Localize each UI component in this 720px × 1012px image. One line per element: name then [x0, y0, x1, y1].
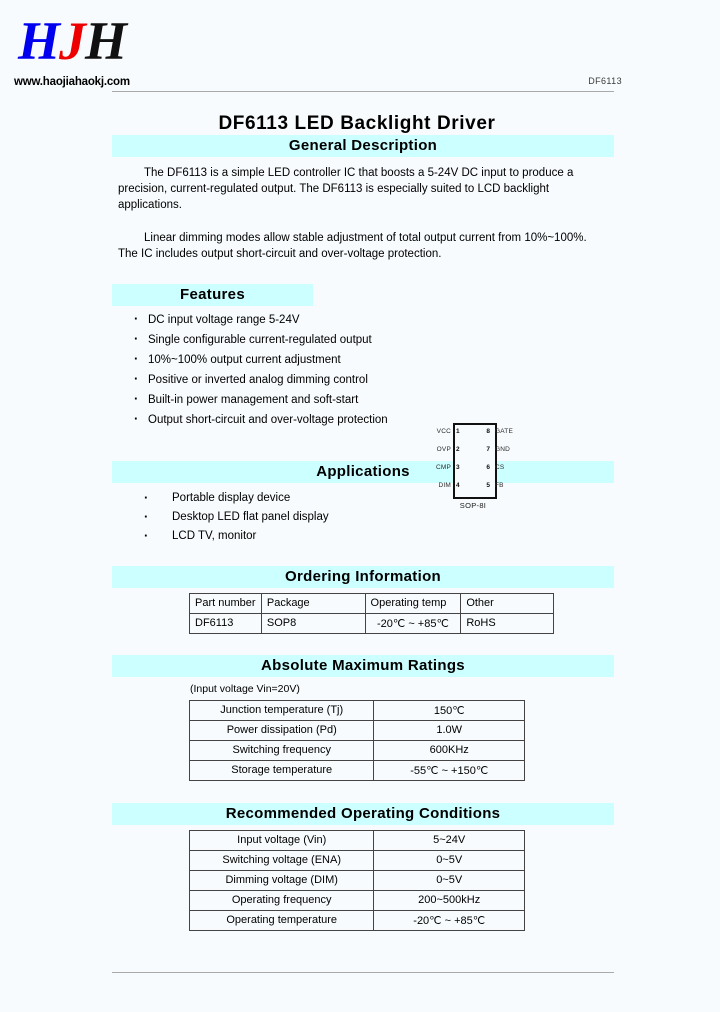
- logo-letter-j: J: [59, 11, 86, 71]
- package-pin-row: [415, 423, 535, 441]
- cell-value: 150℃: [374, 701, 525, 721]
- cell-operating-temp: -20℃ ~ +85℃: [365, 614, 461, 634]
- list-item: · 10%~100% output current adjustment: [118, 350, 720, 370]
- list-item: · Portable display device: [130, 489, 720, 508]
- list-item: · Output short-circuit and over-voltage protection: [118, 410, 720, 430]
- header-divider: [112, 91, 614, 92]
- cell-parameter: Dimming voltage (DIM): [190, 871, 374, 891]
- pin-label-cmp: CMP: [435, 464, 451, 471]
- section-heading-general-description: General Description: [112, 135, 614, 157]
- section-heading-absolute-maximum-ratings: Absolute Maximum Ratings: [112, 655, 614, 677]
- section-heading-ordering-information: Ordering Information: [112, 566, 614, 588]
- table-row: [190, 891, 525, 911]
- cell-value: 200~500kHz: [374, 891, 525, 911]
- table-row: [190, 701, 525, 721]
- cell-parameter: Switching frequency: [190, 741, 374, 761]
- pin-number-6: 6: [486, 464, 490, 471]
- cell-value: 1.0W: [374, 721, 525, 741]
- cell-value: 0~5V: [374, 871, 525, 891]
- list-item: · Positive or inverted analog dimming control: [118, 370, 720, 390]
- pin-number-1: 1: [456, 428, 460, 435]
- cell-parameter: Input voltage (Vin): [190, 831, 374, 851]
- general-description-paragraph-1: The DF6113 is a simple LED controller IC that boosts a 5-24V DC input to produce a precision, current-regulated output. The DF6113 is especially suited to LCD backlight applications.: [118, 167, 574, 211]
- features-list: [118, 310, 720, 430]
- pin-number-5: 5: [486, 482, 490, 489]
- package-pin-row: [415, 459, 535, 477]
- company-website-url[interactable]: www.haojiahaokj.com: [14, 76, 130, 88]
- table-row: [190, 741, 525, 761]
- cell-parameter: Operating frequency: [190, 891, 374, 911]
- pin-label-gate: GATE: [495, 428, 514, 435]
- package-pin-row: [415, 441, 535, 459]
- cell-parameter: Power dissipation (Pd): [190, 721, 374, 741]
- datasheet-content: [0, 113, 720, 931]
- pin-number-3: 3: [456, 464, 460, 471]
- applications-list: [130, 489, 720, 546]
- cell-other: RoHS: [461, 614, 554, 634]
- table-row: [190, 871, 525, 891]
- cell-package: SOP8: [261, 614, 365, 634]
- pin-label-dim: DIM: [438, 482, 451, 489]
- logo-letter-h1: H: [18, 11, 60, 71]
- list-item: · Desktop LED flat panel display: [130, 508, 720, 527]
- section-heading-features: Features: [112, 284, 313, 306]
- general-description-paragraph-2: Linear dimming modes allow stable adjustment of total output current from 10%~100%. The IC includes output short-circuit and over-voltage protection.: [118, 232, 587, 260]
- cell-value: 600KHz: [374, 741, 525, 761]
- list-item: · Built-in power management and soft-start: [118, 390, 720, 410]
- column-header-operating-temp: Operating temp: [365, 594, 461, 614]
- pin-number-8: 8: [486, 428, 490, 435]
- ordering-information-table: [189, 593, 554, 634]
- pin-label-cs: CS: [495, 464, 505, 471]
- list-item: · DC input voltage range 5-24V: [118, 310, 720, 330]
- cell-parameter: Junction temperature (Tj): [190, 701, 374, 721]
- pin-label-fb: FB: [495, 482, 504, 489]
- absolute-maximum-ratings-note: (Input voltage Vin=20V): [190, 683, 300, 695]
- recommended-operating-conditions-table: [189, 830, 525, 931]
- pin-label-ovp: OVP: [436, 446, 451, 453]
- list-item: · LCD TV, monitor: [130, 527, 720, 546]
- section-heading-applications: Applications: [112, 461, 614, 483]
- ordering-information-table-wrap: [0, 593, 720, 634]
- logo-letter-h2: H: [85, 11, 127, 71]
- list-item: · Single configurable current-regulated output: [118, 330, 720, 350]
- column-header-package: Package: [261, 594, 365, 614]
- pin-label-gnd: GND: [495, 446, 511, 453]
- table-row: [190, 721, 525, 741]
- cell-parameter: Switching voltage (ENA): [190, 851, 374, 871]
- pin-number-4: 4: [456, 482, 460, 489]
- cell-value: -55℃ ~ +150℃: [374, 761, 525, 781]
- package-caption: SOP-8I: [459, 501, 487, 510]
- table-header-row: [190, 594, 554, 614]
- pin-number-7: 7: [486, 446, 490, 453]
- cell-parameter: Storage temperature: [190, 761, 374, 781]
- cell-part-number: DF6113: [190, 614, 262, 634]
- table-row: [190, 911, 525, 931]
- absolute-maximum-ratings-table: [189, 700, 525, 781]
- table-row: [190, 761, 525, 781]
- column-header-part-number: Part number: [190, 594, 262, 614]
- cell-value: 5~24V: [374, 831, 525, 851]
- cell-value: -20℃ ~ +85℃: [374, 911, 525, 931]
- pin-number-2: 2: [456, 446, 460, 453]
- header-part-number: DF6113: [588, 76, 622, 86]
- section-heading-recommended-operating-conditions: Recommended Operating Conditions: [112, 803, 614, 825]
- pin-label-vcc: VCC: [436, 428, 451, 435]
- cell-value: 0~5V: [374, 851, 525, 871]
- page-header: [0, 0, 720, 88]
- table-row: [190, 614, 554, 634]
- cell-parameter: Operating temperature: [190, 911, 374, 931]
- page-title: DF6113 LED Backlight Driver: [218, 113, 496, 134]
- column-header-other: Other: [461, 594, 554, 614]
- footer-divider: [112, 972, 614, 973]
- table-row: [190, 831, 525, 851]
- table-row: [190, 851, 525, 871]
- company-logo: [18, 11, 127, 71]
